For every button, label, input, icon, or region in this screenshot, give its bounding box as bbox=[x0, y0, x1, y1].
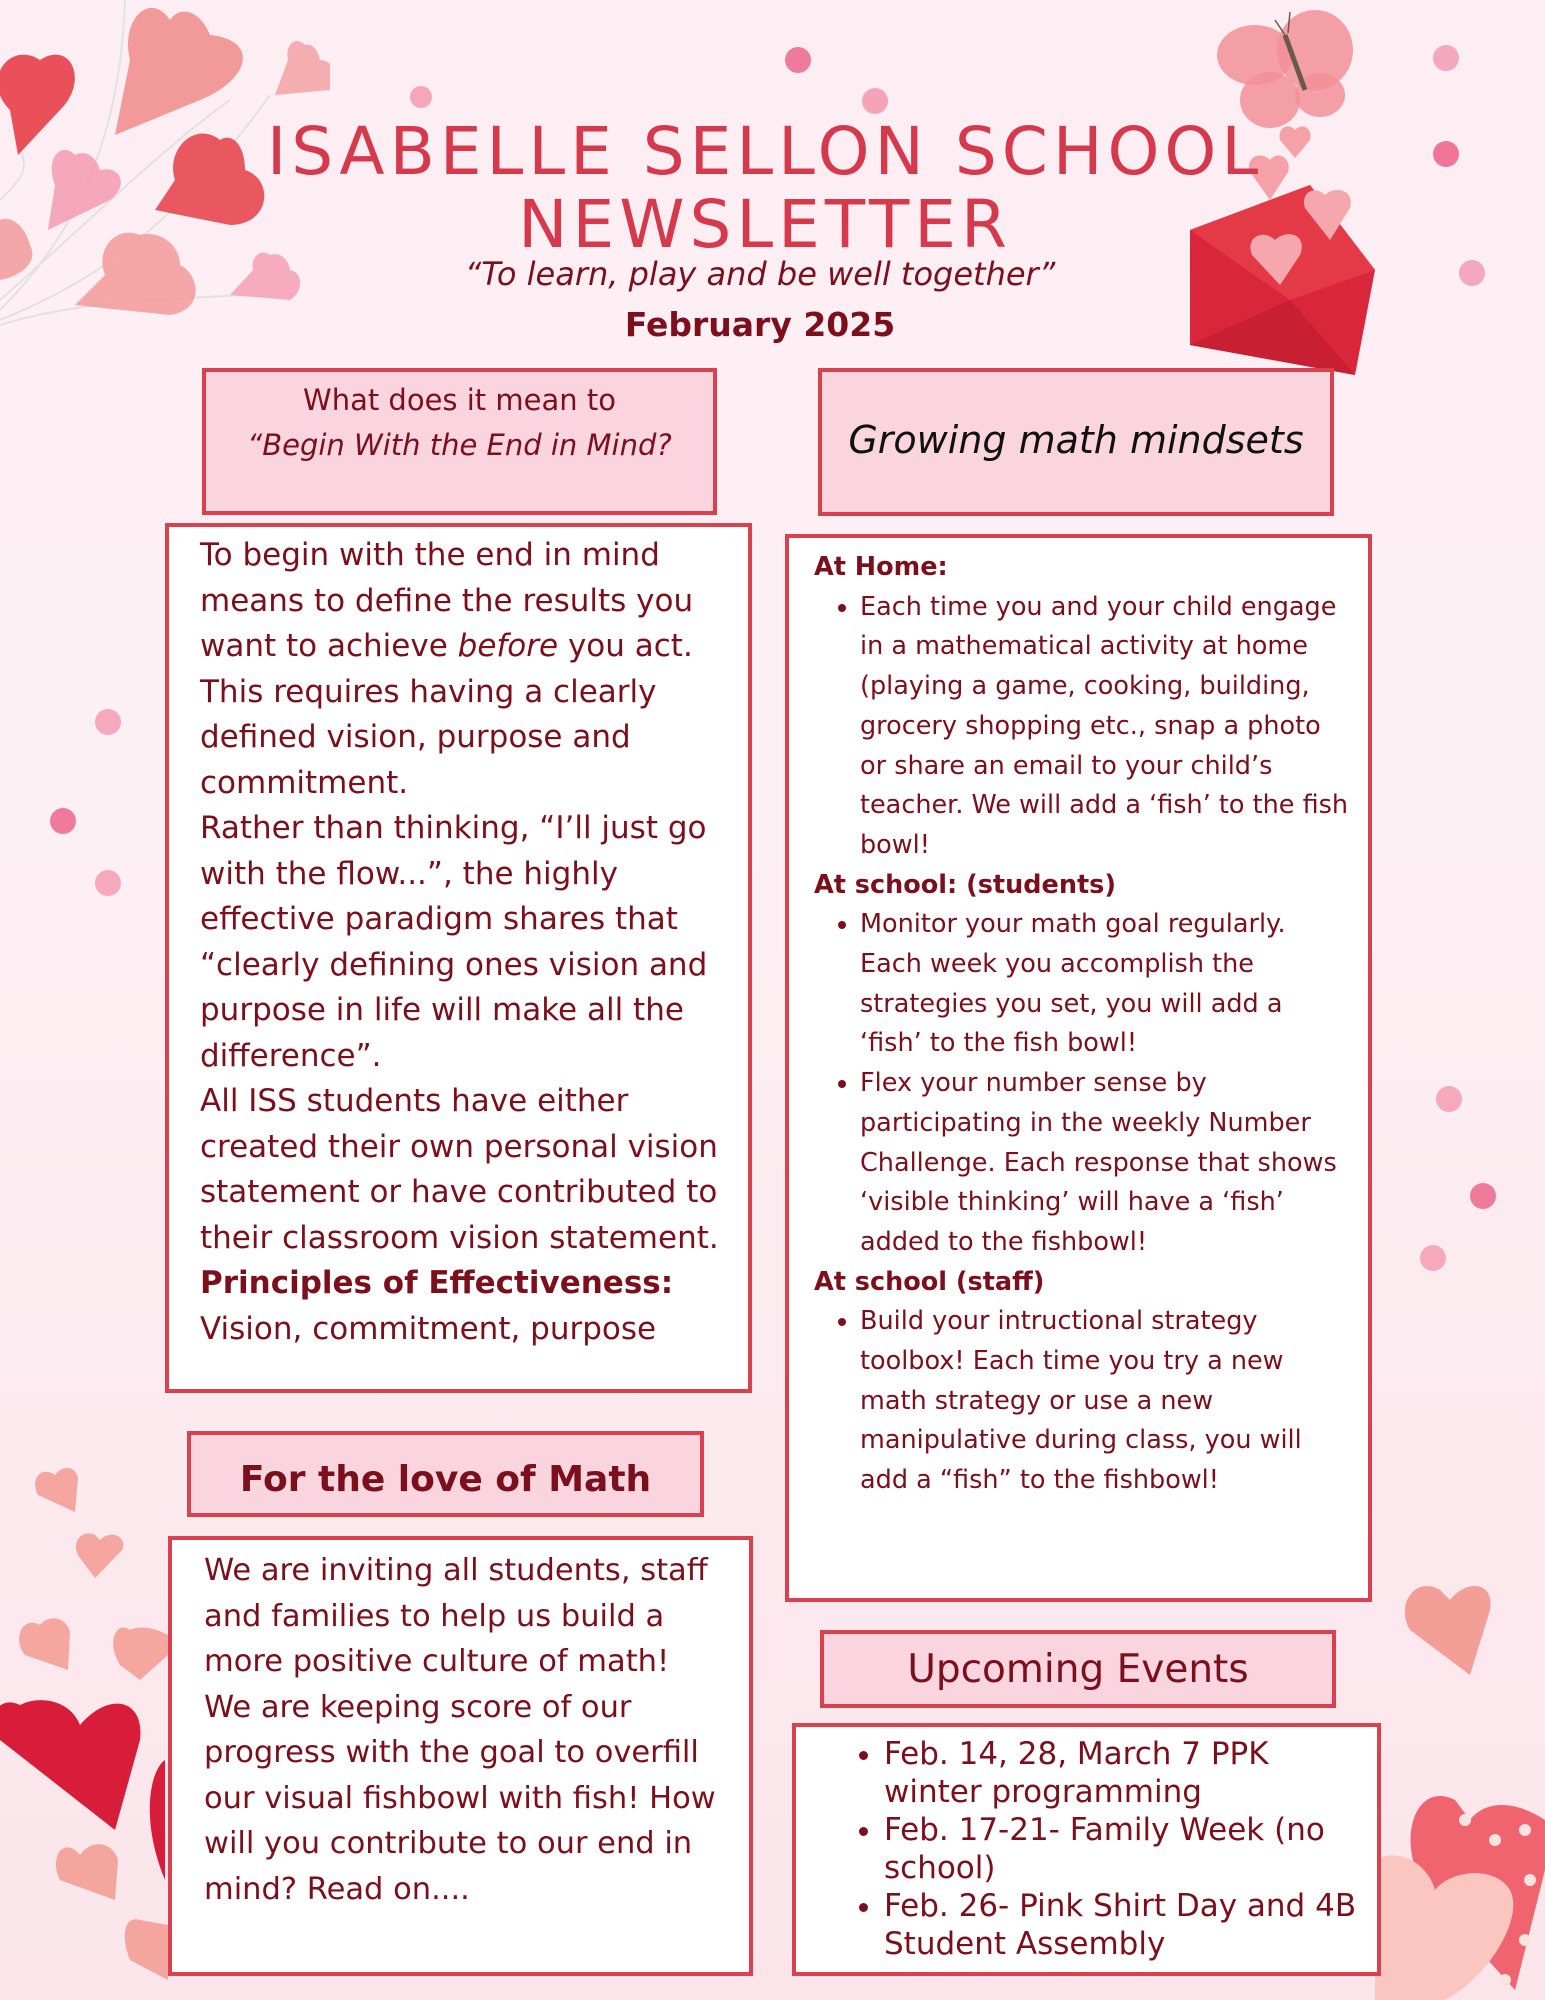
heart-icon bbox=[125, 1919, 168, 1980]
dot-decoration bbox=[1470, 1183, 1496, 1209]
love-math-paragraph-2: We are keeping score of our progress with the goal to overfill our visual fishbowl with fish! How will you contribute to our end in mind? Read on.... bbox=[204, 1689, 716, 1907]
heart-icon bbox=[113, 1627, 168, 1680]
principles-label: Principles of Effectiveness: bbox=[200, 1265, 674, 1301]
dot-decoration bbox=[95, 709, 121, 735]
emphasis-before: before bbox=[457, 628, 559, 664]
dot-decoration bbox=[1459, 260, 1485, 286]
home-list bbox=[814, 588, 1352, 866]
begin-heading-line1: What does it mean to bbox=[303, 383, 616, 417]
heart-icon bbox=[0, 219, 32, 280]
heart-icon bbox=[56, 1844, 118, 1900]
dot-decoration bbox=[785, 47, 811, 73]
love-of-math-content bbox=[168, 1536, 753, 1976]
upcoming-events-title: Upcoming Events bbox=[907, 1647, 1249, 1692]
heart-icon bbox=[76, 1533, 123, 1578]
dot-decoration bbox=[410, 86, 432, 108]
heart-icon bbox=[0, 1700, 140, 1830]
dot-decoration bbox=[1436, 1086, 1462, 1112]
begin-with-end-content bbox=[165, 523, 752, 1393]
events-list bbox=[844, 1735, 1367, 1963]
issue-date: February 2025 bbox=[624, 305, 896, 344]
newsletter-title-line2: NEWSLETTER bbox=[518, 186, 1012, 263]
begin-paragraph-1 bbox=[200, 533, 728, 806]
begin-paragraph-1-text-cont: you act. This requires having a clearly defined vision, purpose and commitment. bbox=[200, 628, 693, 801]
growing-mindsets-title: Growing math mindsets bbox=[848, 418, 1304, 462]
begin-with-end-heading bbox=[202, 368, 717, 515]
butterfly-icon bbox=[1217, 10, 1353, 128]
dot-decoration bbox=[1433, 45, 1459, 71]
principles-value: Vision, commitment, purpose bbox=[200, 1310, 657, 1347]
group-label-staff: At school (staff) bbox=[814, 1266, 1045, 1297]
dot-decoration bbox=[50, 808, 76, 834]
heart-icon bbox=[1405, 1586, 1491, 1675]
heart-icon bbox=[35, 1468, 78, 1512]
love-of-math-title: For the love of Math bbox=[239, 1459, 652, 1500]
begin-paragraph-3: All ISS students have either created their own personal vision statement or have contributed to their classroom vision statement. bbox=[200, 1083, 719, 1256]
growing-mindsets-heading bbox=[818, 368, 1334, 516]
heart-icon bbox=[75, 233, 196, 315]
students-list bbox=[814, 905, 1352, 1262]
group-label-students: At school: (students) bbox=[814, 869, 1117, 900]
event-item: • Feb. 17-21- Family Week (no school) bbox=[884, 1811, 1367, 1887]
heart-icon bbox=[0, 55, 75, 155]
list-item: • Flex your number sense by participating in the weekly Number Challenge. Each response that shows ‘visible thinking’ will have a ‘fish’ added to the fishbowl! bbox=[860, 1064, 1352, 1263]
dot-decoration bbox=[862, 88, 888, 114]
upcoming-events-heading bbox=[820, 1630, 1336, 1708]
begin-paragraph-2: Rather than thinking, “I’ll just go with the flow...”, the highly effective paradigm shares that “clearly defining ones vision and purpose in life will make all the difference”. bbox=[200, 810, 708, 1074]
event-item: • Feb. 14, 28, March 7 PPK winter programming bbox=[884, 1735, 1367, 1811]
list-item: • Each time you and your child engage in a mathematical activity at home (playing a game, cooking, building, grocery shopping etc., snap a photo or share an email to your child’s teacher. We will add a ‘fish’ to the fish bowl! bbox=[860, 588, 1352, 866]
heart-icon bbox=[150, 1760, 165, 1880]
dot-decoration bbox=[1433, 141, 1459, 167]
begin-paragraph-1-text: To begin with the end in mind means to define the results you want to achieve bbox=[200, 537, 694, 664]
growing-mindsets-content bbox=[785, 534, 1372, 1602]
school-motto: “To learn, play and be well together” bbox=[464, 255, 1056, 293]
hearts-decoration-left bbox=[0, 1440, 168, 2000]
heart-icon bbox=[275, 41, 330, 95]
heart-icon bbox=[115, 8, 243, 135]
dot-decoration bbox=[1420, 1245, 1446, 1271]
staff-list bbox=[814, 1302, 1352, 1501]
list-item: • Build your intructional strategy toolbox! Each time you try a new math strategy or use a new manipulative during class, you will add a “fish” to the fishbowl! bbox=[860, 1302, 1352, 1501]
heart-icon bbox=[19, 1618, 70, 1670]
newsletter-title-line1: ISABELLE SELLON SCHOOL bbox=[266, 113, 1264, 190]
love-of-math-heading bbox=[187, 1431, 704, 1517]
dot-decoration bbox=[95, 870, 121, 896]
heart-icon bbox=[48, 150, 121, 230]
love-math-paragraph-1: We are inviting all students, staff and families to help us build a more positive culture of math! bbox=[204, 1553, 708, 1679]
group-label-home: At Home: bbox=[814, 552, 948, 582]
upcoming-events-content bbox=[792, 1723, 1381, 1976]
begin-heading-line2: “Begin With the End in Mind? bbox=[247, 428, 672, 462]
hearts-decoration-right bbox=[1375, 1560, 1545, 2000]
list-item: • Monitor your math goal regularly. Each week you accomplish the strategies you set, you will add a ‘fish’ to the fish bowl! bbox=[860, 905, 1352, 1064]
event-item: • Feb. 26- Pink Shirt Day and 4B Student Assembly bbox=[884, 1887, 1367, 1963]
